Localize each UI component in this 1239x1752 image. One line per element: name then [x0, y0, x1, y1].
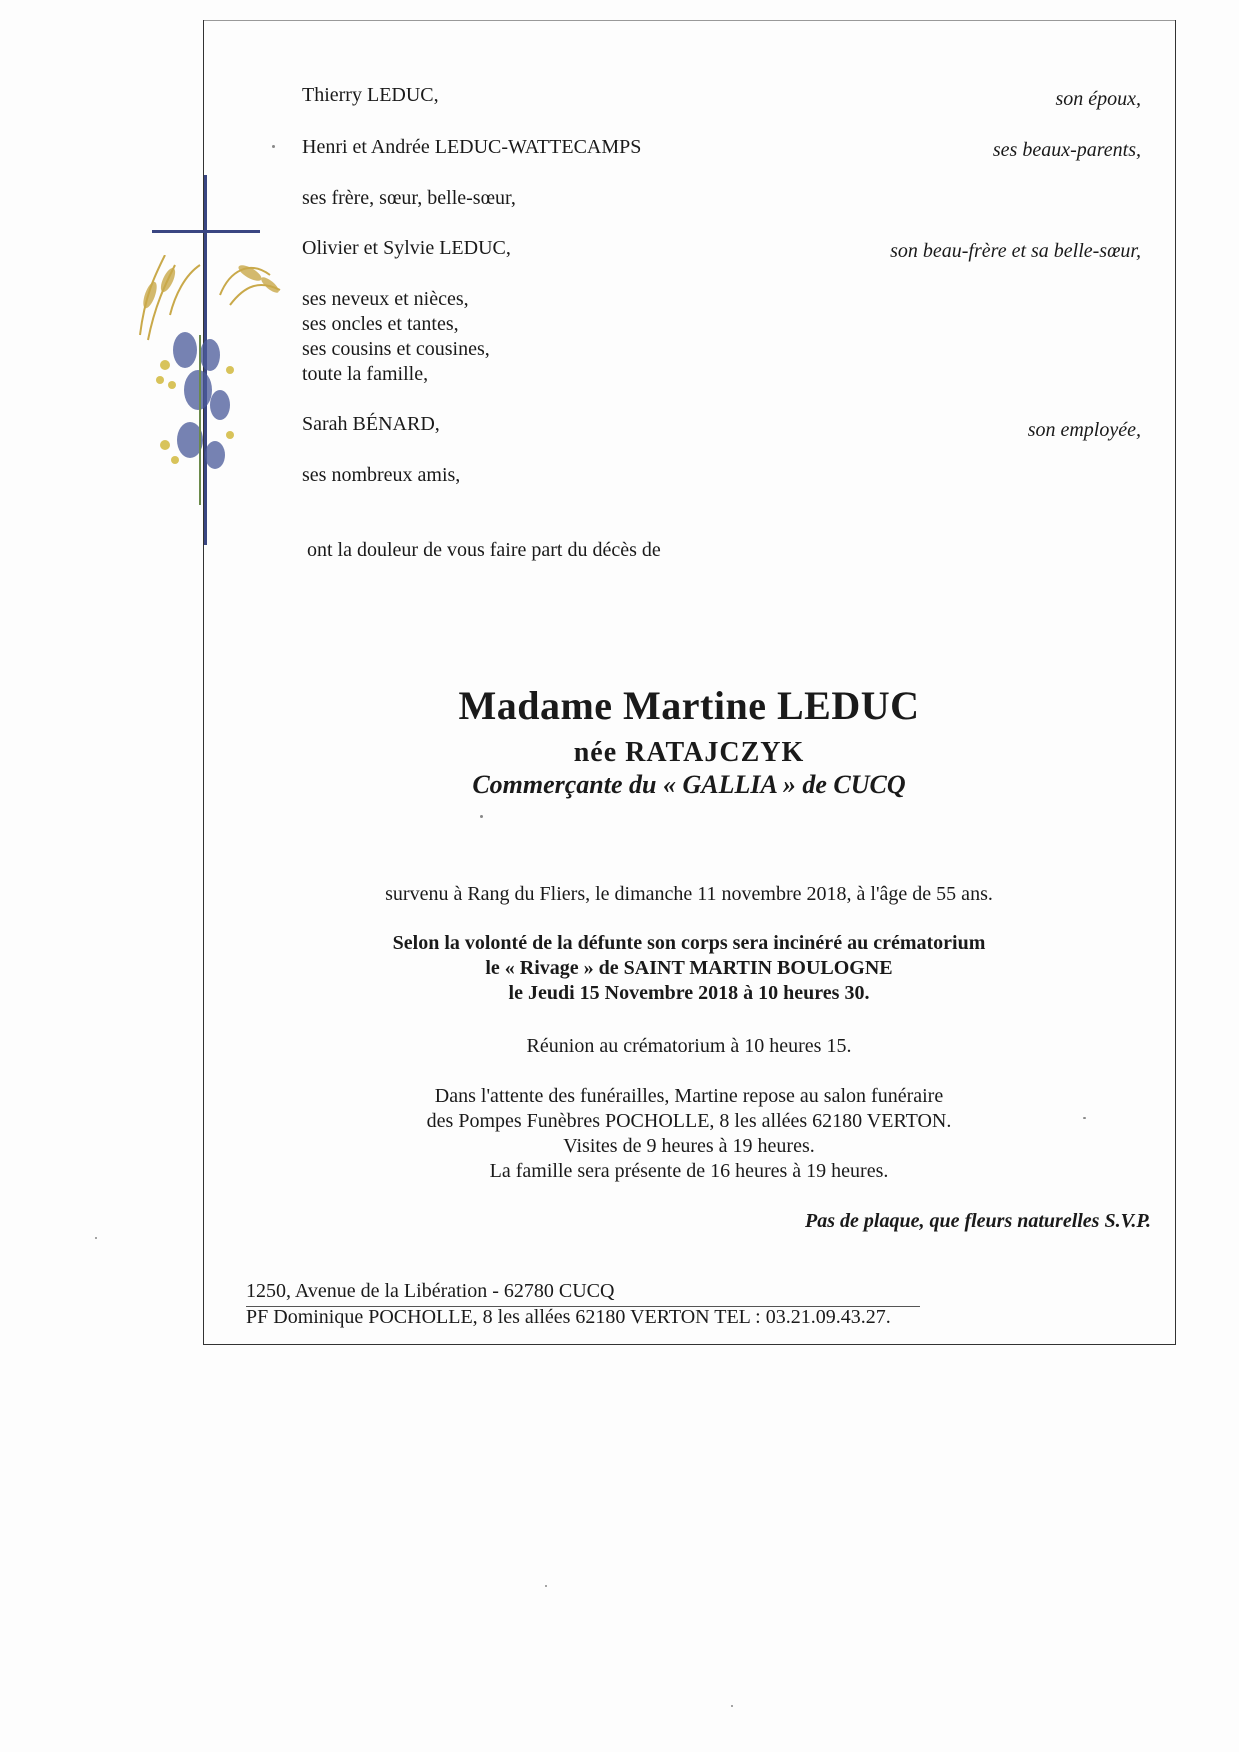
death-details: survenu à Rang du Fliers, le dimanche 11 novembre 2018, à l'âge de 55 ans. — [385, 883, 993, 905]
footer-address: 1250, Avenue de la Libération - 62780 CUCQ — [246, 1280, 615, 1302]
scan-speck — [95, 1237, 97, 1239]
family-member: Henri et Andrée LEDUC-WATTECAMPS — [302, 136, 642, 158]
family-role: son époux, — [1055, 88, 1141, 110]
cremation-block — [203, 931, 1175, 1006]
cross-horizontal — [152, 230, 260, 233]
cremation-line: Selon la volonté de la défunte son corps sera incinéré au crématorium — [392, 932, 986, 954]
flowers-note: Pas de plaque, que fleurs naturelles S.V.P. — [805, 1210, 1151, 1232]
family-role: ses beaux-parents, — [992, 139, 1141, 161]
scan-speck — [1083, 1117, 1086, 1119]
family-member: Olivier et Sylvie LEDUC, — [302, 237, 511, 259]
wake-line: Visites de 9 heures à 19 heures. — [563, 1135, 815, 1157]
scan-speck — [272, 145, 275, 148]
family-member: Thierry LEDUC, — [302, 84, 439, 106]
scan-speck — [731, 1705, 733, 1707]
wake-line: La famille sera présente de 16 heures à 19 heures. — [489, 1160, 889, 1182]
deceased-occupation: Commerçante du « GALLIA » de CUCQ — [472, 770, 906, 799]
family-member: ses frère, sœur, belle-sœur, — [302, 187, 516, 209]
reunion-info: Réunion au crématorium à 10 heures 15. — [526, 1035, 852, 1057]
wake-block — [203, 1084, 1175, 1184]
family-member: ses neveux et nièces, — [302, 288, 469, 310]
family-member: Sarah BÉNARD, — [302, 413, 440, 435]
family-role: son beau-frère et sa belle-sœur, — [890, 240, 1141, 262]
footer-funeral-home: PF Dominique POCHOLLE, 8 les allées 62180 VERTON TEL : 03.21.09.43.27. — [246, 1306, 891, 1328]
cremation-line: le Jeudi 15 Novembre 2018 à 10 heures 30. — [508, 982, 870, 1004]
deceased-name: Madame Martine LEDUC — [458, 683, 920, 728]
family-member: ses nombreux amis, — [302, 464, 461, 486]
cremation-line: le « Rivage » de SAINT MARTIN BOULOGNE — [485, 957, 893, 979]
wake-line: des Pompes Funèbres POCHOLLE, 8 les allées 62180 VERTON. — [426, 1110, 952, 1132]
wake-line: Dans l'attente des funérailles, Martine repose au salon funéraire — [434, 1085, 944, 1107]
family-member: ses oncles et tantes, — [302, 313, 459, 335]
deceased-maiden-name: née RATAJCZYK — [573, 737, 805, 768]
family-member: toute la famille, — [302, 363, 429, 385]
family-member: ses cousins et cousines, — [302, 338, 490, 360]
scan-speck — [545, 1585, 547, 1587]
announcement: ont la douleur de vous faire part du décès de — [307, 539, 661, 561]
family-role: son employée, — [1027, 419, 1141, 441]
floral-ornament-icon — [130, 255, 310, 515]
scan-speck — [480, 815, 483, 818]
